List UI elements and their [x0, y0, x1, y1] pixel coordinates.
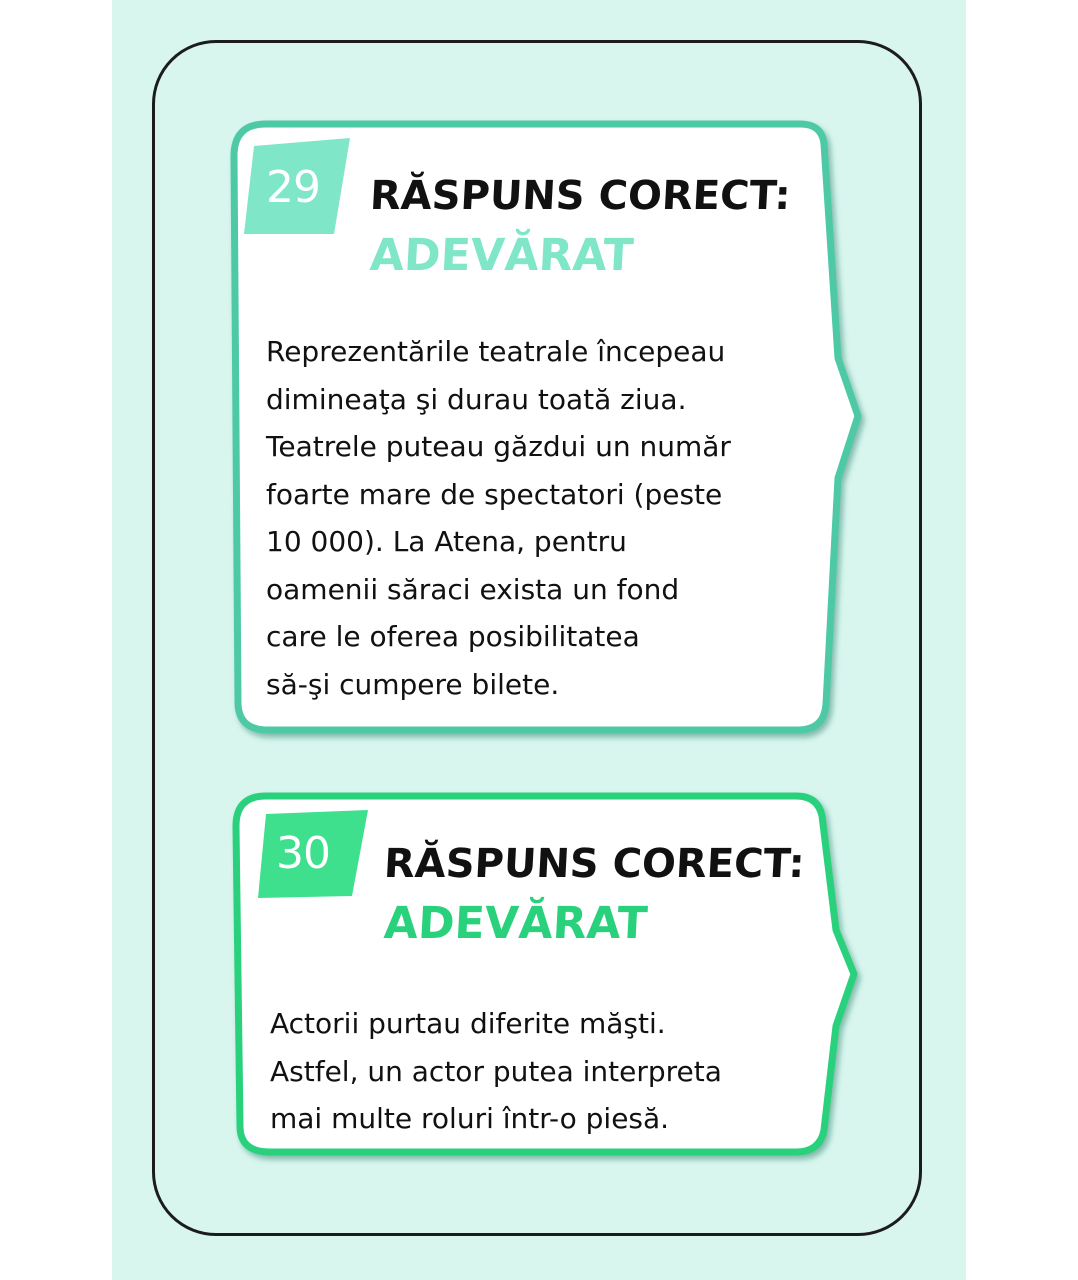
card-body-text: Actorii purtau diferite măşti. Astfel, un actor putea interpreta mai multe roluri într-o piesă. — [270, 1007, 722, 1135]
card-body-text: Reprezentările teatrale începeau dimineaţa şi durau toată ziua. Teatrele puteau găzdui un număr foarte mare de spectatori (peste 10 000). La Atena, pentru oamenii săraci exista un fond care le oferea posibilitatea să-şi cumpere bilete. — [266, 335, 731, 701]
card-answer: ADEVĂRAT — [382, 898, 649, 949]
card-heading: RĂSPUNS CORECT: — [382, 841, 806, 887]
card-number: 30 — [276, 828, 330, 879]
answer-card-29 — [226, 118, 866, 738]
answer-card-30 — [226, 790, 866, 1160]
card-heading: RĂSPUNS CORECT: — [368, 173, 792, 219]
card-number: 29 — [266, 162, 320, 213]
card-answer: ADEVĂRAT — [368, 230, 635, 281]
